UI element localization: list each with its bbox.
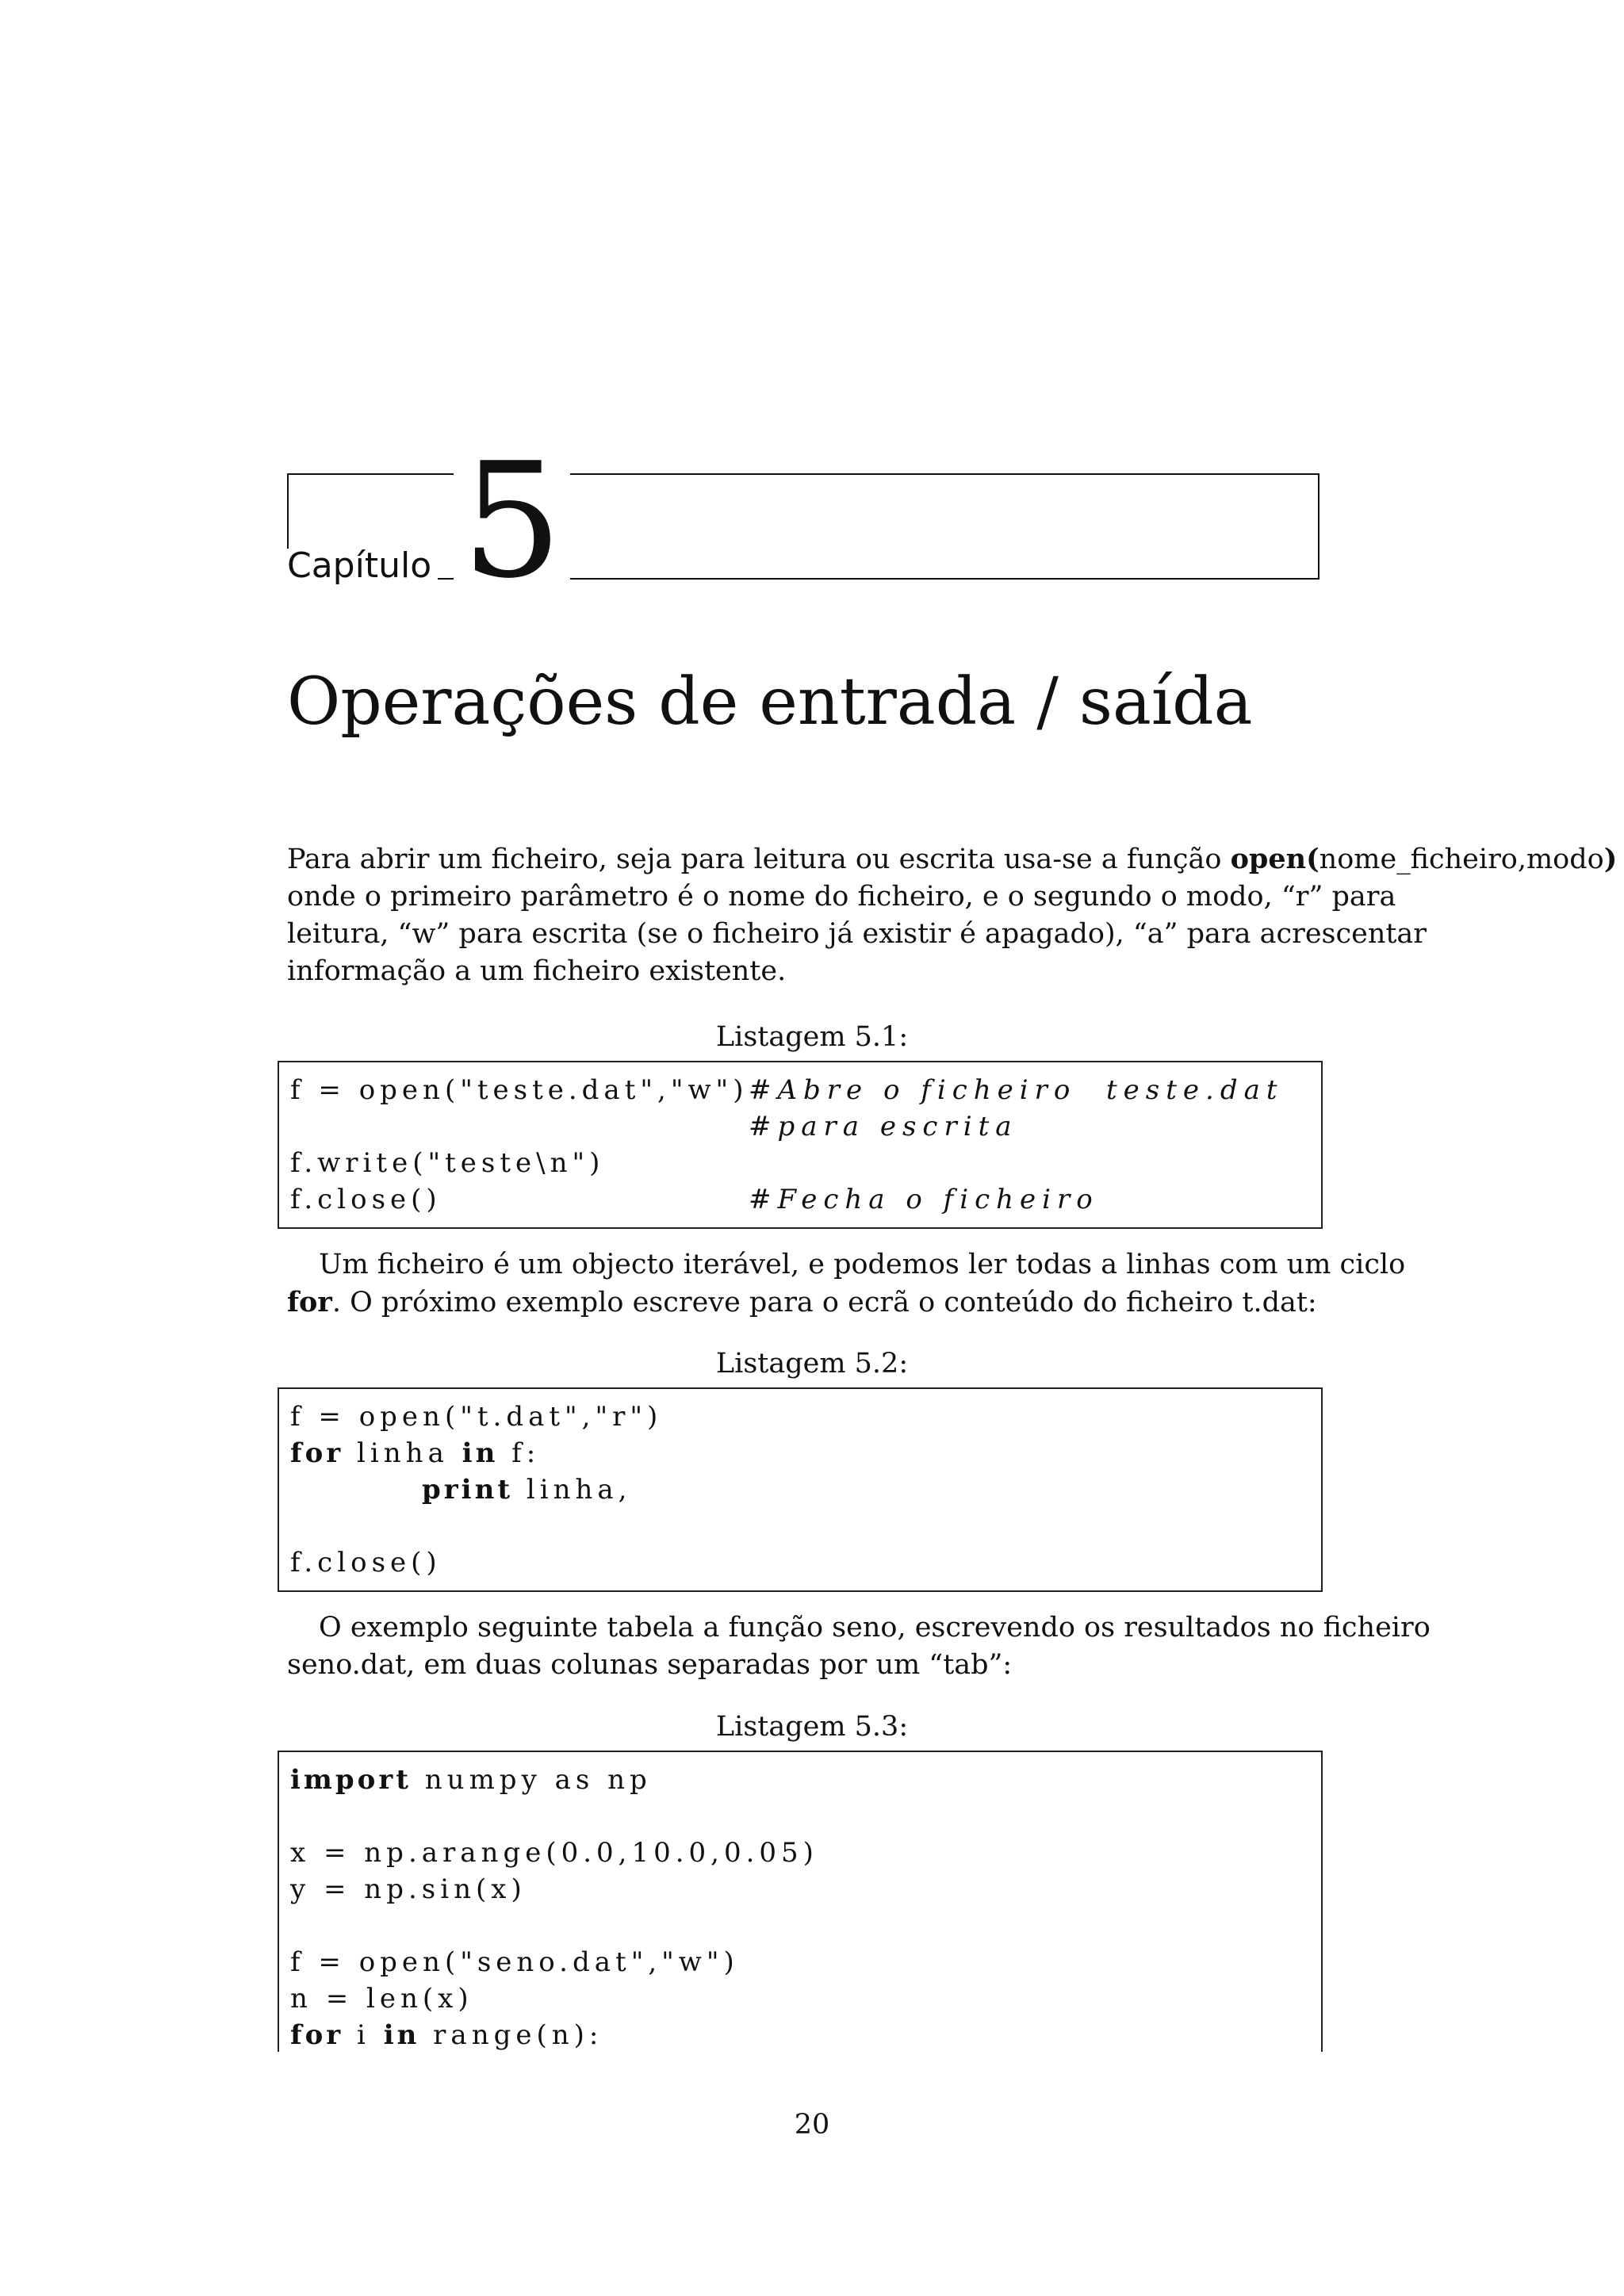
chapter-label: Capítulo	[287, 549, 438, 584]
code-line: import numpy as np	[290, 1764, 652, 1796]
code-line: f.close()	[290, 1184, 442, 1215]
chapter-title: Operações de entrada / saída	[287, 664, 1253, 740]
page-number: 20	[794, 2109, 830, 2141]
code-comment: #para escrita	[749, 1111, 1018, 1142]
code-line: print linha,	[422, 1474, 632, 1506]
seno-line-2: seno.dat, em duas colunas separadas por um “tab”:	[287, 1649, 1013, 1681]
code-line: f = open("teste.dat","w")	[290, 1074, 749, 1106]
seno-line-1: O exemplo seguinte tabela a função seno, escrevendo os resultados no ficheiro	[319, 1612, 1431, 1644]
code-line: f.write("teste\n")	[290, 1147, 605, 1179]
iterable-paragraph	[287, 1246, 1406, 1322]
intro-paragraph	[287, 840, 1618, 990]
seno-paragraph	[287, 1609, 1431, 1684]
code-line: f.close()	[290, 1547, 442, 1578]
code-line: f = open("t.dat","r")	[290, 1401, 663, 1433]
listing-5-3-caption: Listagem 5.3:	[715, 1711, 909, 1743]
code-line: y = np.sin(x)	[290, 1873, 527, 1905]
code-line: n = len(x)	[290, 1983, 473, 2015]
code-comment: #Abre o ficheiro teste.dat	[749, 1074, 1284, 1106]
intro-line-2: onde o primeiro parâmetro é o nome do ficheiro, e o segundo o modo, “r” para	[287, 881, 1396, 913]
code-line: x = np.arange(0.0,10.0,0.05)	[290, 1837, 818, 1869]
listing-5-3	[278, 1751, 1323, 2052]
frame-bottom-line	[287, 578, 1320, 580]
code-line: for i in range(n):	[290, 2019, 603, 2051]
intro-line-1: Para abrir um ficheiro, seja para leitura ou escrita usa-se a função open(nome_ficheiro,modo)	[287, 843, 1618, 875]
iterable-line-1: Um ficheiro é um objecto iterável, e podemos ler todas a linhas com um ciclo	[319, 1249, 1406, 1280]
listing-5-1	[278, 1061, 1323, 1229]
listing-5-2-caption: Listagem 5.2:	[715, 1348, 909, 1380]
intro-line-4: informação a um ficheiro existente.	[287, 955, 787, 987]
frame-top-line	[287, 473, 1320, 475]
code-comment: #Fecha o ficheiro	[749, 1184, 1099, 1215]
chapter-header-frame	[287, 473, 1320, 580]
listing-5-2	[278, 1387, 1323, 1592]
chapter-number: 5	[454, 450, 570, 593]
listing-5-1-caption: Listagem 5.1:	[715, 1021, 909, 1053]
code-line: f = open("seno.dat","w")	[290, 1946, 739, 1978]
intro-line-3: leitura, “w” para escrita (se o ficheiro já existir é apagado), “a” para acrescentar	[287, 918, 1427, 950]
iterable-line-2: for. O próximo exemplo escreve para o ecrã o conteúdo do ficheiro t.dat:	[287, 1286, 1317, 1318]
frame-right-line	[1318, 473, 1320, 580]
code-line: for linha in f:	[290, 1437, 541, 1469]
